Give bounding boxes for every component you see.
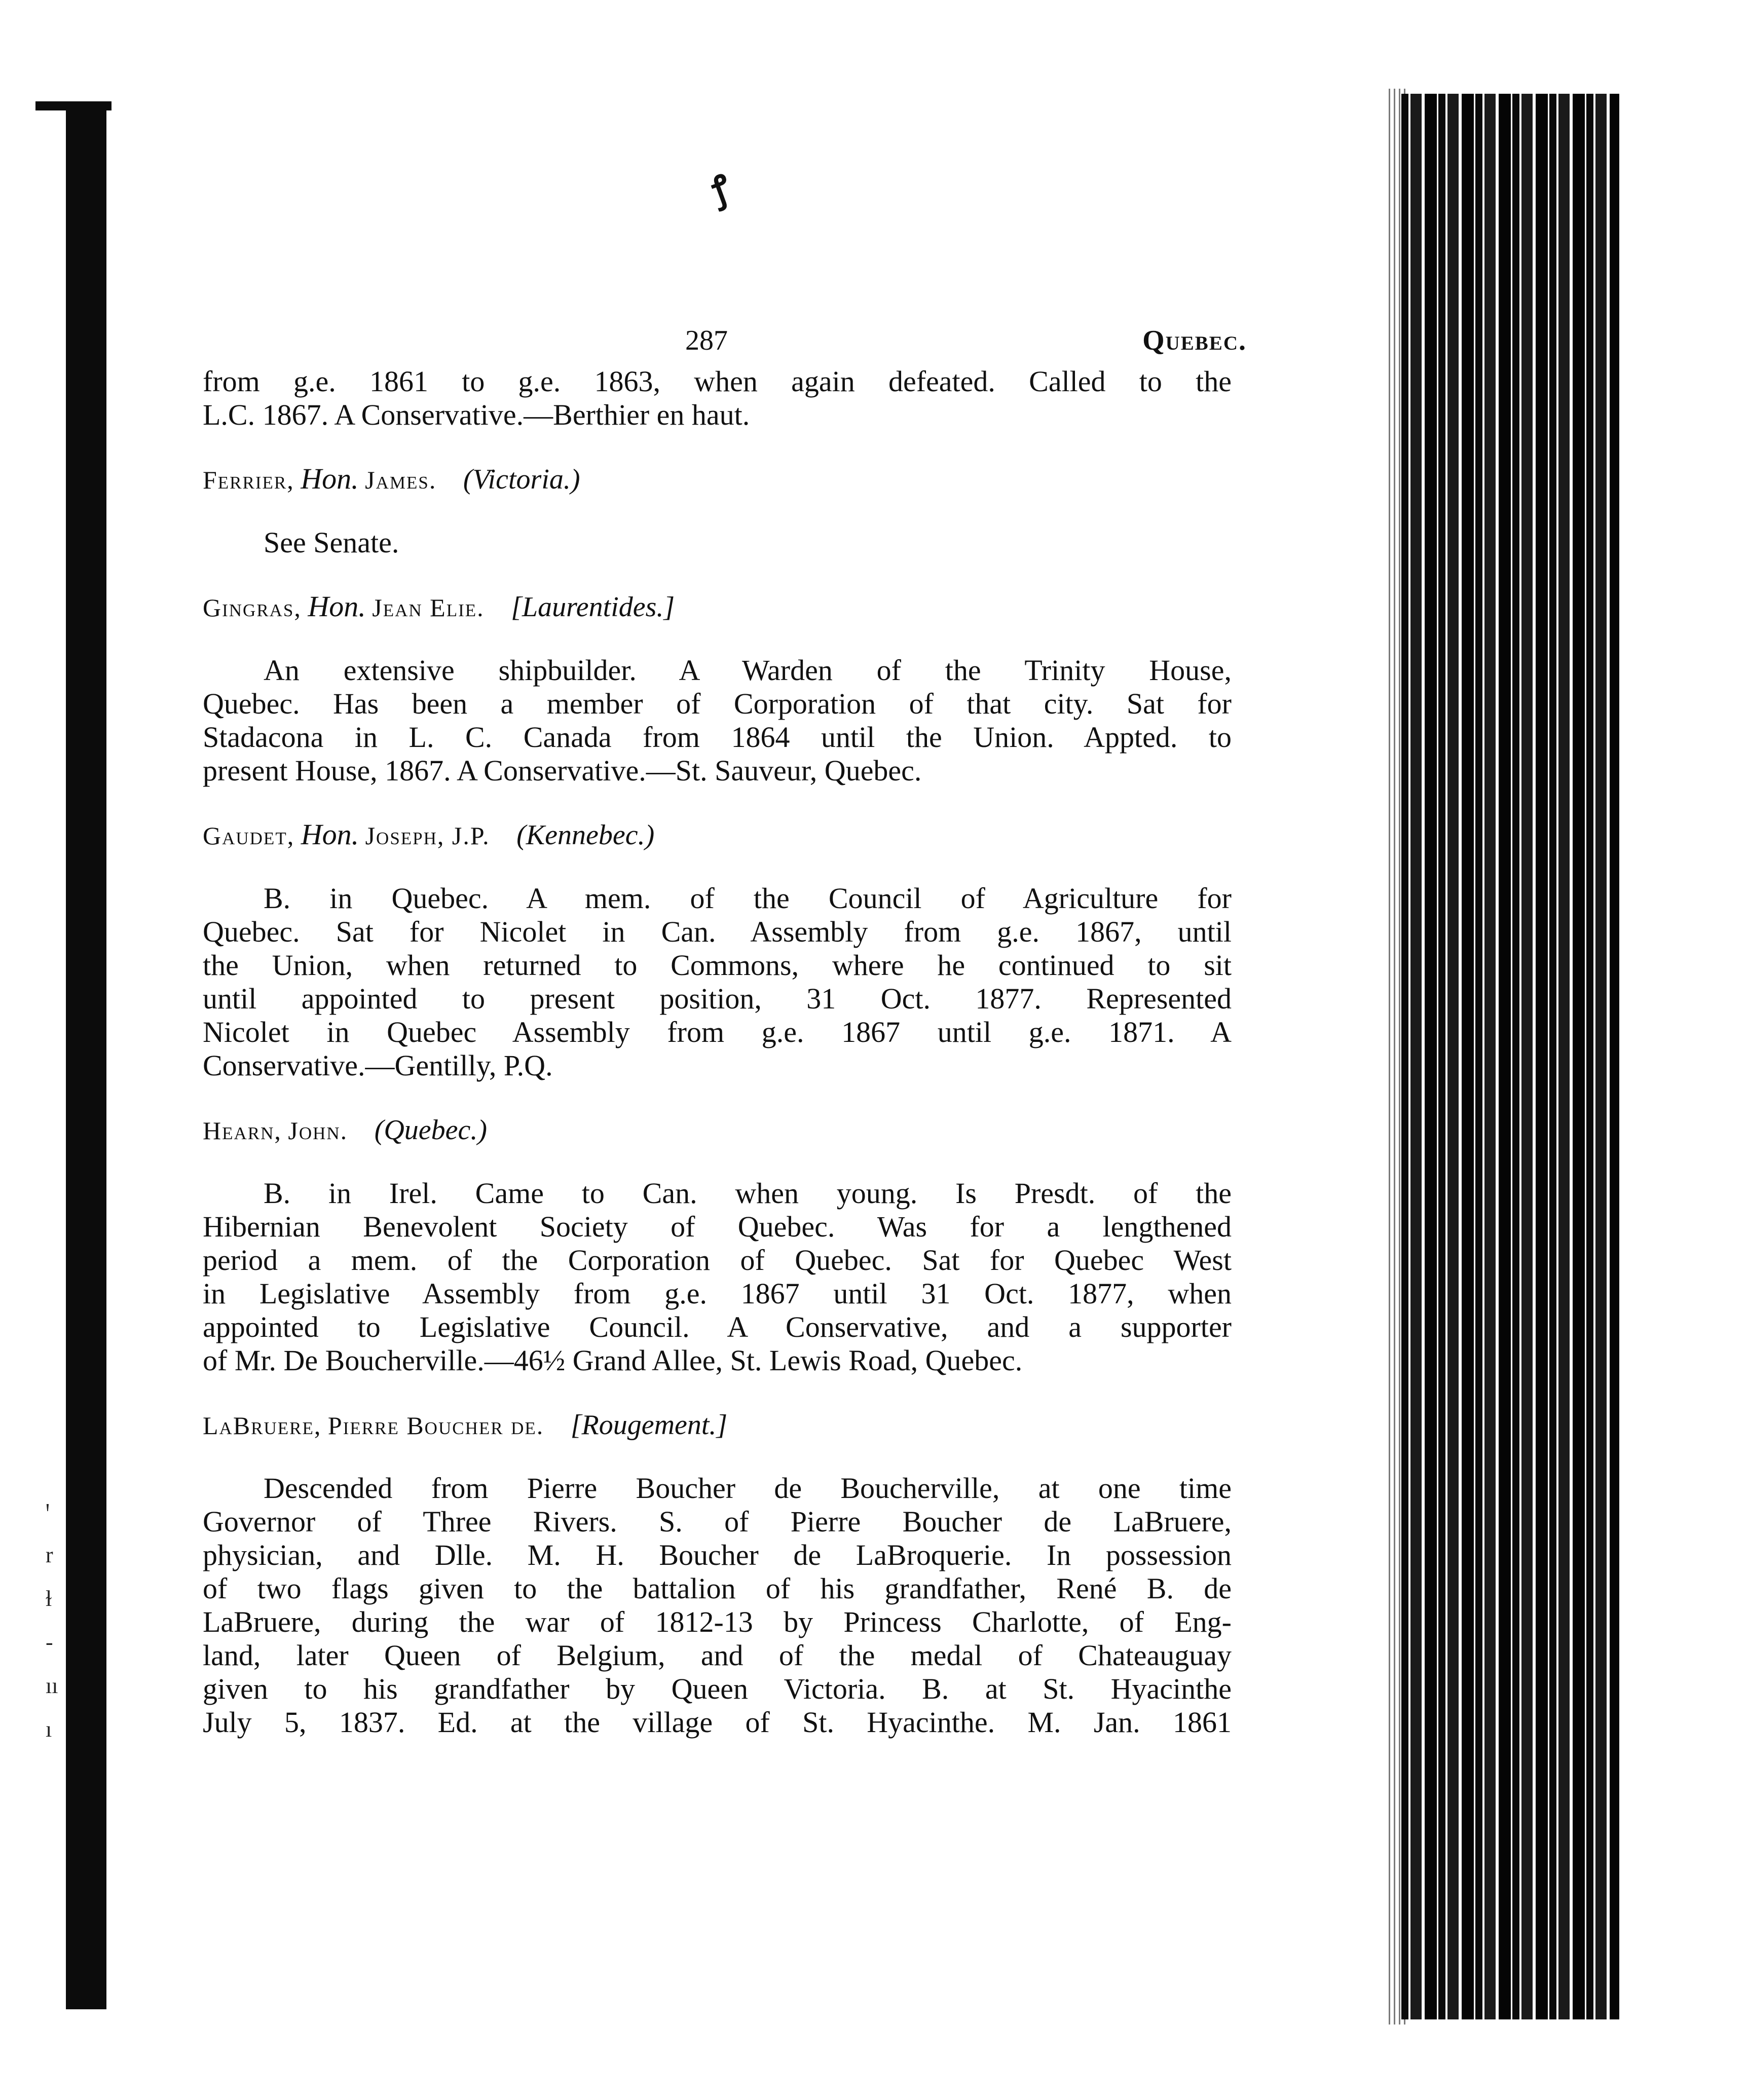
text-line: LaBruere, during the war of 1812-13 by Princess Charlotte, of Eng-	[203, 1605, 1232, 1638]
text-line: appointed to Legislative Council. A Conservative, and a supporter	[203, 1310, 1232, 1343]
section-title: Quebec.	[1142, 325, 1247, 356]
margin-mark: ıı	[46, 1673, 58, 1698]
ink-mark: ꝭ	[707, 168, 736, 211]
entry-surname: Gingras,	[203, 593, 302, 622]
entry-heading	[203, 462, 1242, 497]
entry-constituency: (Victoria.)	[463, 464, 580, 495]
text-line: land, later Queen of Belgium, and of the medal of Chateauguay	[203, 1639, 1232, 1672]
entry-given-name: Joseph, J.P.	[365, 821, 490, 850]
entry-title: Hon.	[301, 818, 359, 851]
text-line: Stadacona in L. C. Canada from 1864 until the Union. Appted. to	[203, 721, 1232, 754]
entry-paragraph	[203, 882, 1242, 1082]
entry-surname: LaBruere,	[203, 1411, 322, 1440]
text-line: Quebec. Sat for Nicolet in Can. Assembly from g.e. 1867, until	[203, 915, 1232, 948]
margin-mark: r	[46, 1543, 53, 1567]
text-line: Nicolet in Quebec Assembly from g.e. 1867 until g.e. 1871. A	[203, 1016, 1232, 1048]
text-line: Hibernian Benevolent Society of Quebec. Was for a lengthened	[203, 1210, 1232, 1243]
text-line: Quebec. Has been a member of Corporation of that city. Sat for	[203, 687, 1232, 720]
text-line: given to his grandfather by Queen Victoria. B. at St. Hyacinthe	[203, 1672, 1232, 1705]
entry-surname: Hearn,	[203, 1116, 282, 1145]
entry-heading	[203, 590, 1242, 624]
text-line: period a mem. of the Corporation of Quebec. Sat for Quebec West	[203, 1244, 1232, 1277]
entry-constituency: (Kennebec.)	[516, 819, 655, 851]
entry-heading	[203, 818, 1242, 852]
running-head	[203, 324, 1247, 365]
text-line: Descended from Pierre Boucher de Boucherville, at one time	[264, 1472, 1232, 1505]
entry-paragraph	[203, 526, 1242, 559]
entry-surname: Ferrier,	[203, 466, 294, 494]
text-line: present House, 1867. A Conservative.—St. Sauveur, Quebec.	[203, 754, 922, 787]
text-line: B. in Irel. Came to Can. when young. Is Presdt. of the	[264, 1177, 1232, 1210]
text-line: B. in Quebec. A mem. of the Council of Agriculture for	[264, 882, 1232, 915]
entry-given-name: John.	[288, 1116, 348, 1145]
text-line: See Senate.	[264, 526, 399, 559]
entry-constituency: [Laurentides.]	[511, 591, 675, 623]
scan-border-right	[1401, 94, 1619, 2019]
text-line: July 5, 1837. Ed. at the village of St. Hyacinthe. M. Jan. 1861	[203, 1706, 1232, 1739]
entry-constituency: [Rougement.]	[570, 1409, 728, 1441]
text-line: L.C. 1867. A Conservative.—Berthier en haut.	[203, 398, 750, 431]
entry-title: Hon.	[308, 590, 366, 623]
entry-paragraph	[203, 1177, 1242, 1377]
page-body	[203, 324, 1247, 1739]
margin-marks	[46, 1490, 76, 1751]
entry-title: Hon.	[301, 462, 359, 495]
page-number: 287	[685, 325, 728, 356]
entry-constituency: (Quebec.)	[374, 1114, 487, 1146]
entry-paragraph	[203, 654, 1242, 788]
entry-surname: Gaudet,	[203, 821, 295, 850]
text-line: in Legislative Assembly from g.e. 1867 until 31 Oct. 1877, when	[203, 1277, 1232, 1310]
text-line: from g.e. 1861 to g.e. 1863, when again defeated. Called to the	[203, 365, 1232, 398]
text-line: Conservative.—Gentilly, P.Q.	[203, 1049, 553, 1082]
text-line: Governor of Three Rivers. S. of Pierre Boucher de LaBruere,	[203, 1505, 1232, 1538]
text-line: of two flags given to the battalion of his grandfather, René B. de	[203, 1572, 1232, 1605]
text-line: physician, and Dlle. M. H. Boucher de LaBroquerie. In possession	[203, 1539, 1232, 1571]
margin-mark: ɫ	[46, 1586, 52, 1611]
continuation-paragraph	[203, 365, 1242, 432]
entry-given-name: James.	[365, 466, 437, 494]
text-line: the Union, when returned to Commons, where he continued to sit	[203, 949, 1232, 982]
text-line: An extensive shipbuilder. A Warden of the Trinity House,	[264, 654, 1232, 687]
margin-mark: ı	[46, 1717, 52, 1742]
entry-given-name: Pierre Boucher de.	[327, 1411, 544, 1440]
margin-mark: ꞌ	[46, 1499, 50, 1524]
entry-paragraph	[203, 1472, 1242, 1739]
text-line: until appointed to present position, 31 Oct. 1877. Represented	[203, 982, 1232, 1015]
entry-heading	[203, 1408, 1242, 1442]
margin-mark: -	[46, 1630, 53, 1655]
text-line: of Mr. De Boucherville.—46½ Grand Allee, St. Lewis Road, Quebec.	[203, 1344, 1023, 1377]
entry-given-name: Jean Elie.	[372, 593, 485, 622]
entry-heading	[203, 1113, 1242, 1147]
